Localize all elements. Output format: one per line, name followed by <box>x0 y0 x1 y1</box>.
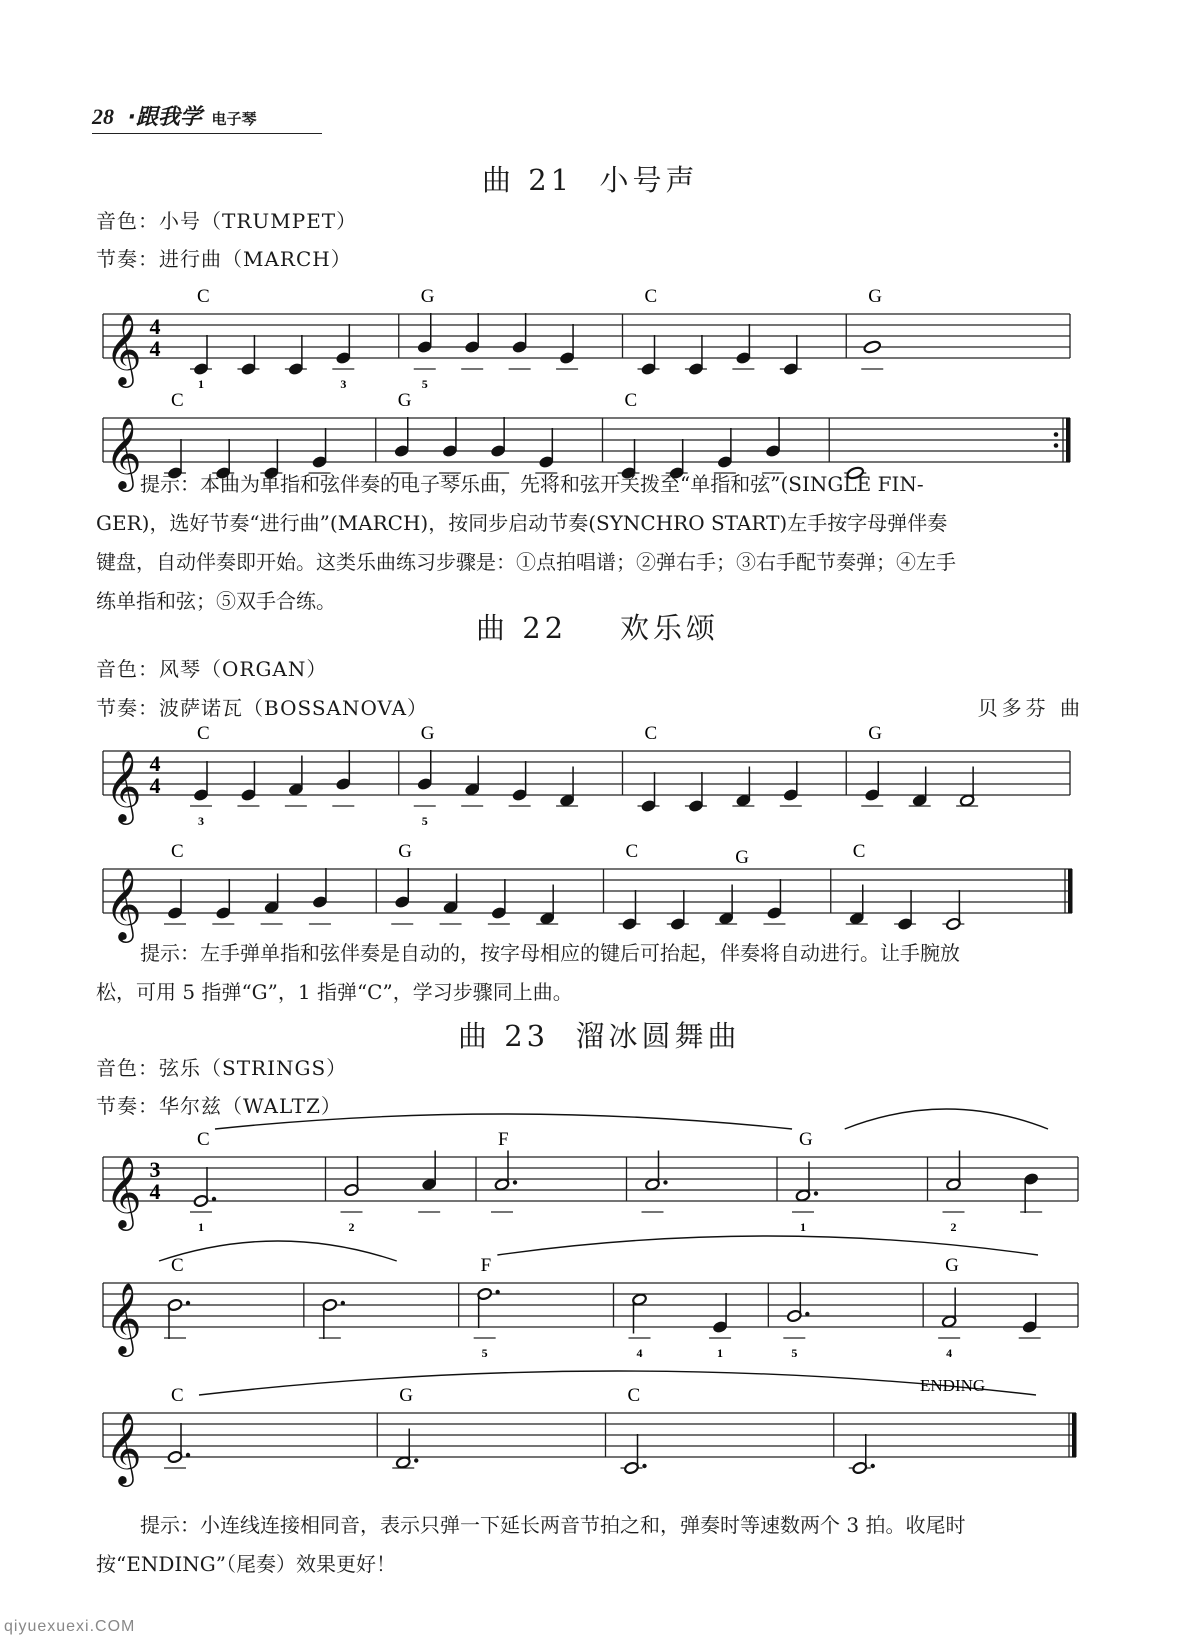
tip-line: 提示：本曲为单指和弦伴奏的电子琴乐曲，先将和弦开关拨至“单指和弦”(SINGLE FIN- <box>140 472 924 496</box>
chord-symbol: G <box>420 723 435 744</box>
timbre-line: 音色：风琴（ORGAN） <box>96 657 328 681</box>
watermark: qiyuexuexi.COM <box>4 1618 136 1635</box>
fingering-number: 4 <box>946 1346 953 1360</box>
treble-clef-icon: 𝄞 <box>105 316 142 384</box>
time-signature-top: 3 <box>149 1157 161 1182</box>
fingering-number: 3 <box>198 814 204 828</box>
treble-clef-icon: 𝄞 <box>105 753 142 821</box>
chord-symbol: C <box>852 841 866 862</box>
repeat-dot <box>1054 432 1059 437</box>
score-system <box>0 1113 1184 1234</box>
tip-text <box>96 1506 1081 1584</box>
slur <box>215 1114 792 1129</box>
time-signature-top: 4 <box>149 314 161 339</box>
score-system <box>0 707 1184 828</box>
rhythm-line: 节奏：华尔兹（WALTZ） <box>96 1094 342 1118</box>
augmentation-dot <box>814 1191 818 1195</box>
time-signature-bottom: 4 <box>149 336 161 361</box>
tip-line: 提示：小连线连接相同音，表示只弹一下延长两音节拍之和，弹奏时等速数两个 3 拍。收尾时 <box>140 1513 966 1537</box>
slur <box>199 1371 1036 1395</box>
time-signature-bottom: 4 <box>149 773 161 798</box>
chord-symbol: C <box>171 841 184 862</box>
chord-symbol: G <box>420 286 435 307</box>
fingering-number: 3 <box>340 377 347 391</box>
chord-symbol: C <box>171 390 184 411</box>
chord-symbol: G <box>399 1385 413 1406</box>
tip-line: 按“ENDING”（尾奏）效果更好！ <box>96 1552 396 1576</box>
book-title: ·跟我学 <box>127 105 202 130</box>
treble-clef-icon: 𝄞 <box>105 1415 142 1483</box>
treble-clef-icon: 𝄞 <box>105 1285 142 1353</box>
chord-symbol: C <box>197 1129 210 1150</box>
chord-symbol: F <box>498 1129 509 1150</box>
augmentation-dot <box>805 1312 809 1316</box>
treble-clef-icon: 𝄞 <box>105 1159 142 1227</box>
fingering-number: 2 <box>950 1220 957 1234</box>
augmentation-dot <box>663 1180 667 1184</box>
page-header <box>92 100 322 134</box>
treble-clef-icon: 𝄞 <box>105 871 142 939</box>
tip-line: 练单指和弦；⑤双手合练。 <box>96 589 336 613</box>
fingering-number: 5 <box>481 1346 488 1360</box>
fingering-number: 2 <box>348 1220 355 1234</box>
augmentation-dot <box>495 1290 499 1294</box>
augmentation-dot <box>186 1453 190 1457</box>
chord-symbol: C <box>644 286 658 307</box>
augmentation-dot <box>414 1458 418 1462</box>
rhythm-line: 节奏：波萨诺瓦（BOSSANOVA） <box>96 696 429 720</box>
piece-title: 曲 23 溜冰圆舞曲 <box>458 1019 741 1053</box>
augmentation-dot <box>642 1464 646 1468</box>
augmentation-dot <box>871 1464 875 1468</box>
chord-symbol: G <box>398 841 412 862</box>
fingering-number: 4 <box>636 1346 643 1360</box>
fingering-number: 1 <box>198 1220 204 1234</box>
ending-label: ENDING <box>920 1376 986 1395</box>
slur <box>845 1109 1048 1129</box>
tip-line: 键盘，自动伴奏即开始。这类乐曲练习步骤是：①点拍唱谱；②弹右手；③右手配节奏弹；④左手 <box>96 550 956 574</box>
slur <box>497 1236 1038 1255</box>
chord-symbol: C <box>627 1385 641 1406</box>
fingering-number: 5 <box>791 1346 798 1360</box>
chord-symbol: C <box>171 1255 184 1276</box>
tip-text <box>96 465 1081 621</box>
piece-title: 曲 21 小号声 <box>482 163 699 197</box>
piece-title: 曲 22 欢乐颂 <box>476 611 719 645</box>
timbre-line: 音色：弦乐（STRINGS） <box>96 1056 348 1080</box>
tip-text <box>96 934 1081 1012</box>
composer: 贝多芬 曲 <box>977 696 1084 720</box>
augmentation-dot <box>212 1197 216 1201</box>
chord-symbol: G <box>799 1129 813 1150</box>
tip-line: 松，可用 5 指弹“G”，1 指弹“C”，学习步骤同上曲。 <box>96 980 573 1004</box>
augmentation-dot <box>341 1301 345 1305</box>
book-subtitle: 电子琴 <box>211 110 257 128</box>
chord-symbol: G <box>868 723 882 744</box>
final-barline <box>1072 1413 1077 1457</box>
rhythm-line: 节奏：进行曲（MARCH） <box>96 247 352 271</box>
tip-line: GER)，选好节奏“进行曲”(MARCH)，按同步启动节奏(SYNCHRO START)左手按字母弹伴奏 <box>96 511 948 535</box>
augmentation-dot <box>186 1301 190 1305</box>
augmentation-dot <box>513 1180 517 1184</box>
chord-symbol: G <box>868 286 882 307</box>
note-head <box>863 340 881 354</box>
slur <box>159 1241 397 1261</box>
chord-symbol: C <box>625 841 639 862</box>
chord-symbol: C <box>171 1385 184 1406</box>
fingering-number: 1 <box>198 377 204 391</box>
fingering-number: 1 <box>717 1346 724 1360</box>
score-system <box>0 825 1184 939</box>
score-system <box>0 270 1184 391</box>
chord-symbol: G <box>735 847 750 868</box>
tip-line: 提示：左手弹单指和弦伴奏是自动的，按字母相应的键后可抬起，伴奏将自动进行。让手腕放 <box>140 941 960 965</box>
chord-symbol: G <box>397 390 412 411</box>
fingering-number: 5 <box>421 377 428 391</box>
score-system <box>0 1239 1184 1360</box>
chord-symbol: C <box>644 723 658 744</box>
chord-symbol: C <box>197 723 210 744</box>
timbre-line: 音色：小号（TRUMPET） <box>96 209 358 233</box>
chord-symbol: F <box>480 1255 492 1276</box>
chord-symbol: G <box>945 1255 959 1276</box>
repeat-dot <box>1054 443 1059 448</box>
final-barline <box>1068 869 1073 913</box>
chord-symbol: C <box>197 286 210 307</box>
final-barline <box>1066 418 1071 462</box>
score-system <box>0 1369 1184 1483</box>
page-number: 28 <box>92 104 114 129</box>
time-signature-top: 4 <box>149 751 161 776</box>
fingering-number: 5 <box>421 814 428 828</box>
fingering-number: 1 <box>800 1220 806 1234</box>
time-signature-bottom: 4 <box>149 1179 161 1204</box>
treble-clef-icon: 𝄞 <box>105 420 142 488</box>
chord-symbol: C <box>624 390 638 411</box>
